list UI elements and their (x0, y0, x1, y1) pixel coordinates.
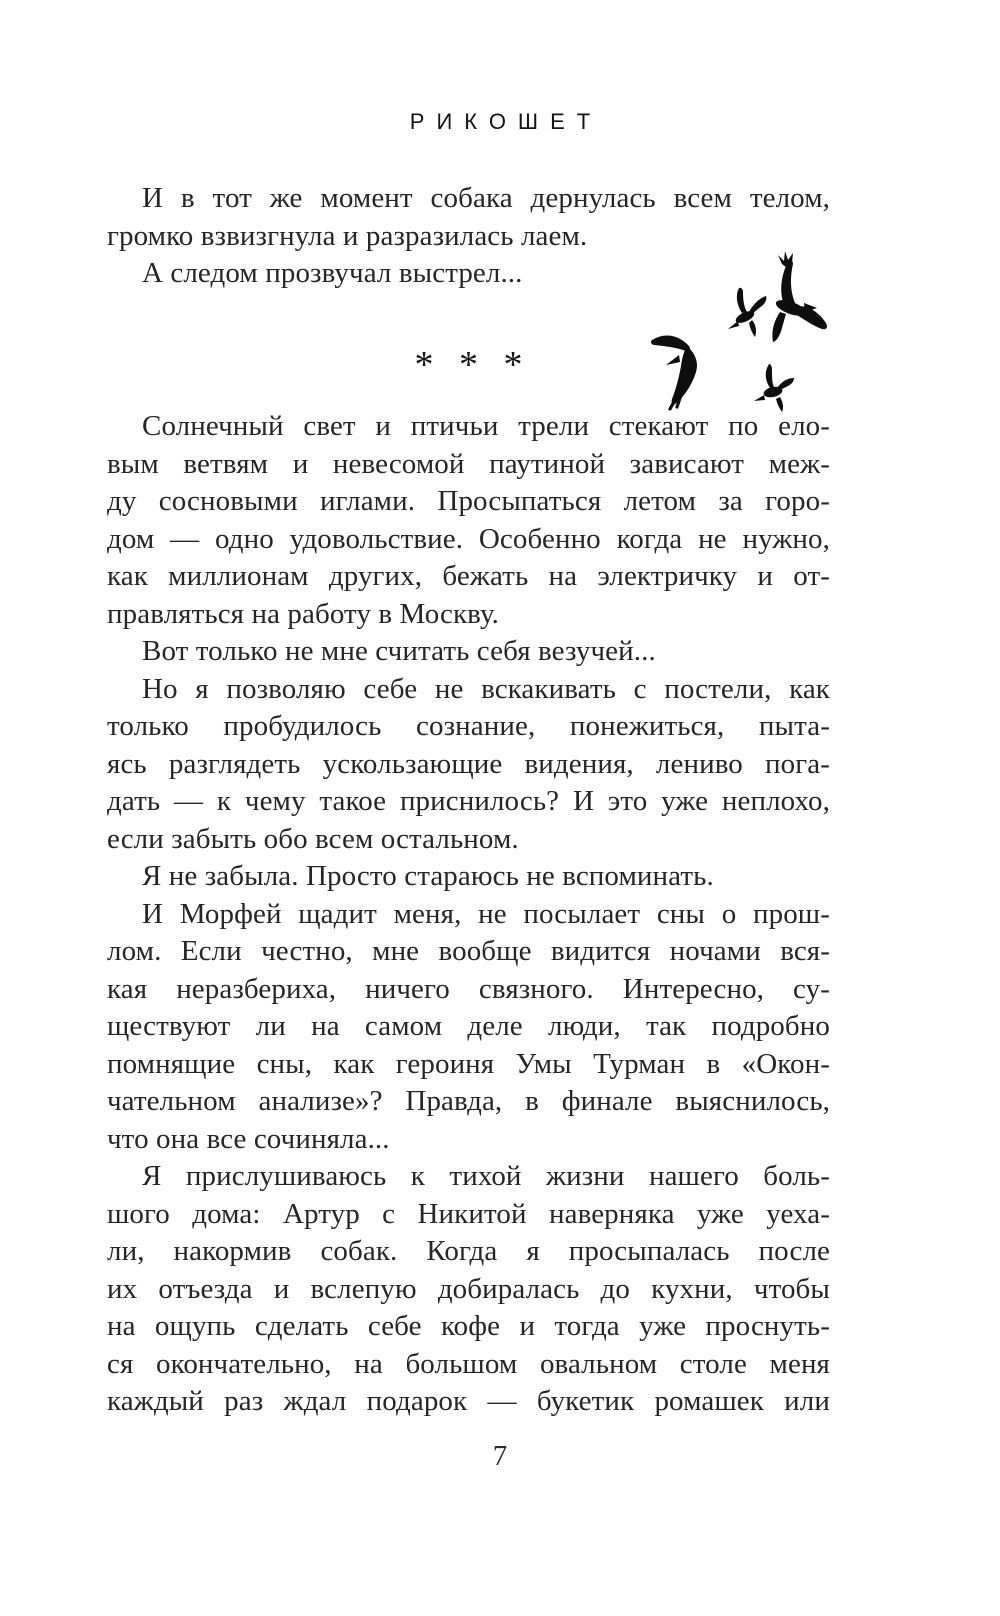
text-line: ясь разглядеть ускользающие видения, лениво пога- (107, 747, 830, 780)
text-line: если забыть обо всем остальном. (107, 822, 519, 855)
text-line: ся окончательно, на большом овальном столе меня (107, 1347, 830, 1380)
text-line: кая неразбериха, ничего связного. Интересно, су- (107, 972, 830, 1005)
text-line: каждый раз ждал подарок — букетик ромашек или (107, 1385, 830, 1417)
text-line: на ощупь сделать себе кофе и тогда уже проснуть- (107, 1310, 830, 1342)
bird-small-top-icon (728, 288, 766, 337)
text-line: только пробудилось сознание, понежиться, пыта- (107, 710, 830, 742)
running-head: РИКОШЕТ (409, 109, 603, 134)
text-line: А следом прозвучал выстрел... (142, 257, 523, 289)
text-line: Но я позволяю себе не вскакивать с постели, как (142, 672, 830, 705)
text-line: Вот только не мне считать себя везучей... (142, 635, 656, 667)
text-line: их отъезда и вслепую добиралась до кухни, чтобы (107, 1272, 830, 1305)
text-line: правляться на работу в Москву. (107, 597, 500, 630)
text-line: лом. Если честно, мне вообще видится ночами вся- (107, 935, 830, 967)
text-line: шого дома: Артур с Никитой наверняка уже уеха- (107, 1197, 830, 1230)
text-line: ду сосновыми иглами. Просыпаться летом за горо- (107, 485, 830, 517)
text-line: вым ветвям и невесомой паутиной зависают меж- (107, 447, 830, 480)
text-line: дом — одно удовольствие. Особенно когда не нужно, (107, 522, 830, 555)
body-text (107, 408, 830, 1421)
bird-large-icon (772, 251, 827, 342)
text-line: И в тот же момент собака дернулась всем телом, (142, 182, 830, 214)
text-line: Я не забыла. Просто стараюсь не вспоминать. (142, 860, 714, 892)
text-line: чательном анализе»? Правда, в финале выяснилось, (107, 1085, 830, 1117)
text-line: помнящие сны, как героиня Умы Турман в «Окон- (107, 1047, 830, 1080)
text-line: ли, накормив собак. Когда я просыпалась после (107, 1235, 830, 1267)
page-number: 7 (492, 1440, 508, 1472)
text-line: громко взвизгнула и разразилась лаем. (107, 219, 588, 252)
text-line: И Морфей щадит меня, не посылает сны о прош- (142, 897, 830, 930)
text-line: что она все сочиняла... (107, 1122, 390, 1155)
section-divider: * * * (414, 344, 523, 386)
text-line: ществуют ли на самом деле люди, так подробно (107, 1010, 830, 1042)
text-line: дать — к чему такое приснилось? И это уже неплохо, (107, 785, 830, 817)
text-line: Солнечный свет и птичьи трели стекают по ело- (142, 410, 830, 442)
text-line: Я прислушиваюсь к тихой жизни нашего боль- (142, 1160, 830, 1192)
flying-birds-illustration (643, 251, 835, 413)
text-line: как миллионам других, бежать на электричку и от- (107, 560, 830, 592)
